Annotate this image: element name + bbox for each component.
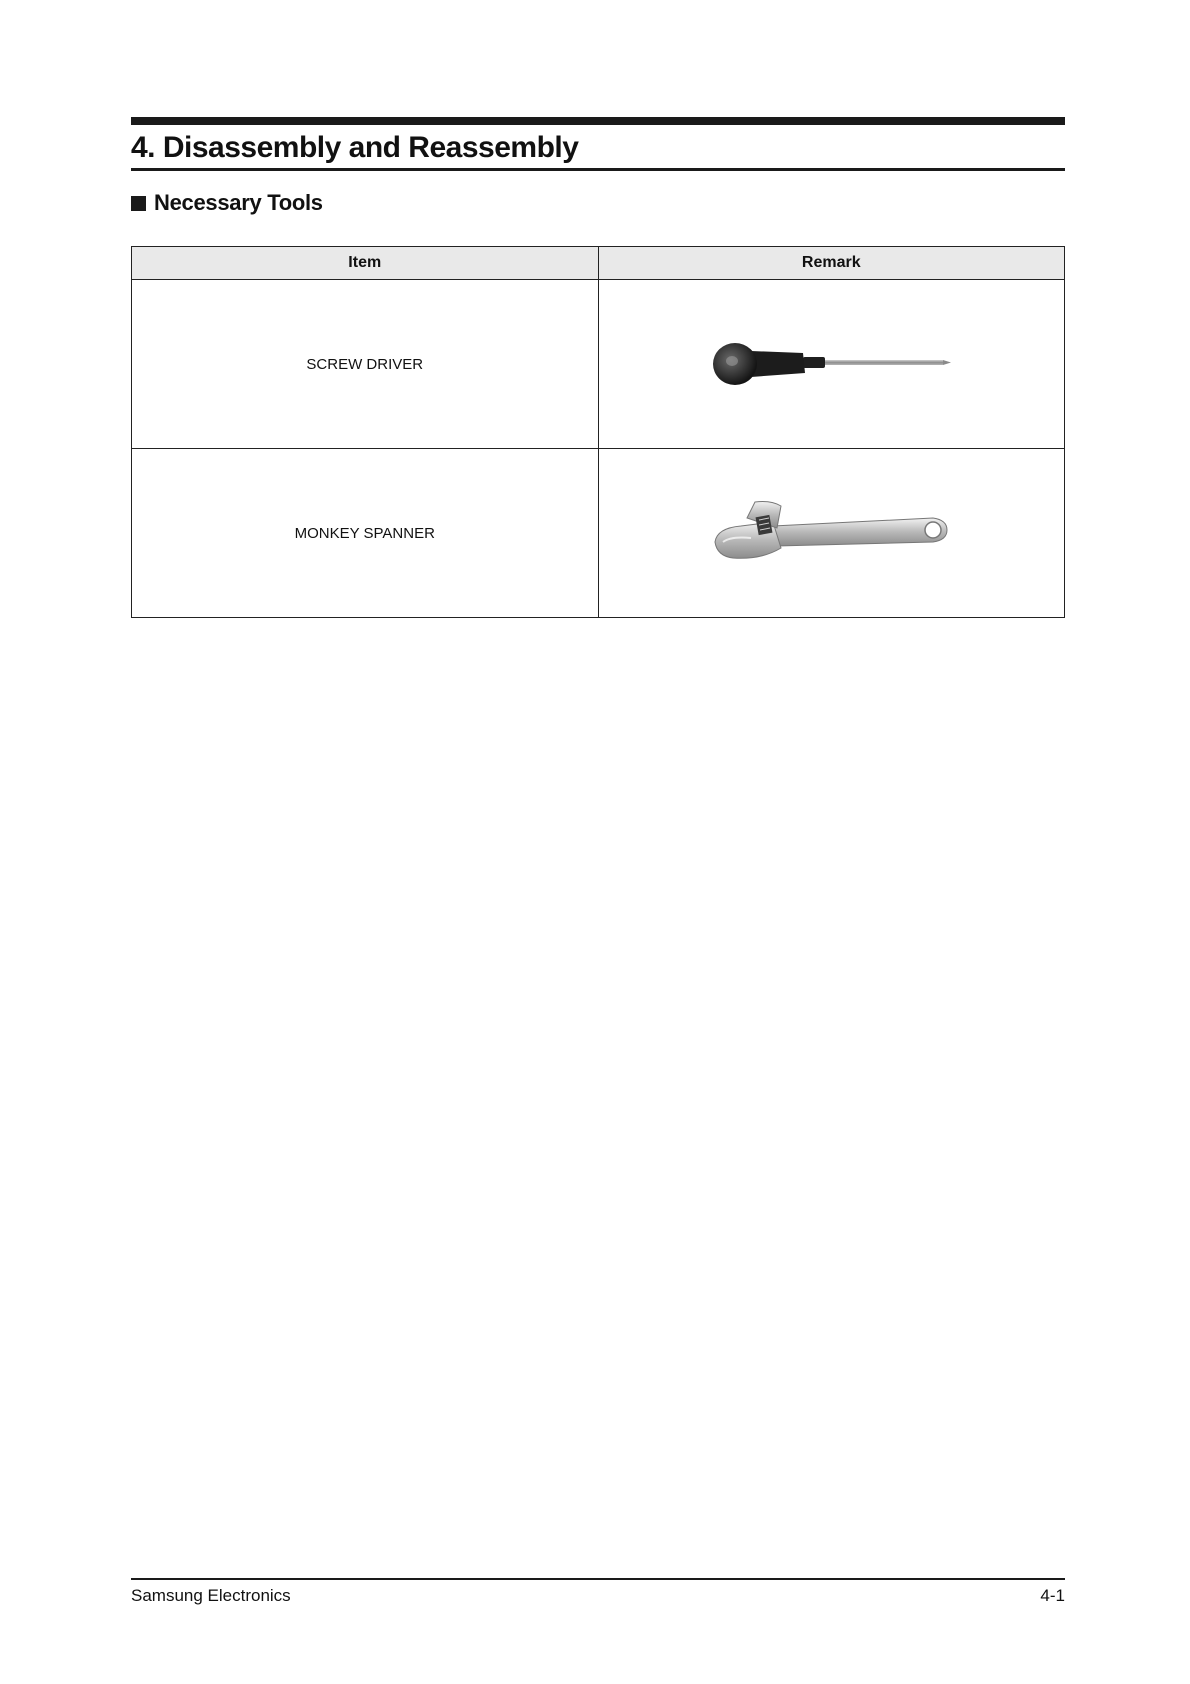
tools-table	[131, 246, 1065, 618]
page-footer	[131, 1578, 1065, 1606]
screwdriver-icon	[711, 339, 951, 389]
remark-cell	[598, 280, 1065, 449]
column-header-item: Item	[132, 247, 599, 280]
item-cell: MONKEY SPANNER	[132, 449, 599, 618]
footer-page-number: 4-1	[1040, 1586, 1065, 1605]
column-header-remark: Remark	[598, 247, 1065, 280]
footer-row	[131, 1586, 1065, 1606]
table-header-row	[132, 247, 1065, 280]
square-bullet-icon	[131, 196, 146, 211]
item-cell: SCREW DRIVER	[132, 280, 599, 449]
table-row	[132, 449, 1065, 618]
footer-rule	[131, 1578, 1065, 1580]
section-heading	[131, 190, 323, 216]
footer-company: Samsung Electronics	[131, 1586, 291, 1605]
table-row	[132, 280, 1065, 449]
page-header	[131, 117, 1065, 171]
section-heading-text: Necessary Tools	[154, 190, 323, 215]
header-top-rule	[131, 117, 1065, 125]
page-title: 4. Disassembly and Reassembly	[131, 131, 579, 164]
remark-cell	[598, 449, 1065, 618]
adjustable-wrench-icon	[711, 498, 951, 568]
header-bottom-rule	[131, 168, 1065, 171]
